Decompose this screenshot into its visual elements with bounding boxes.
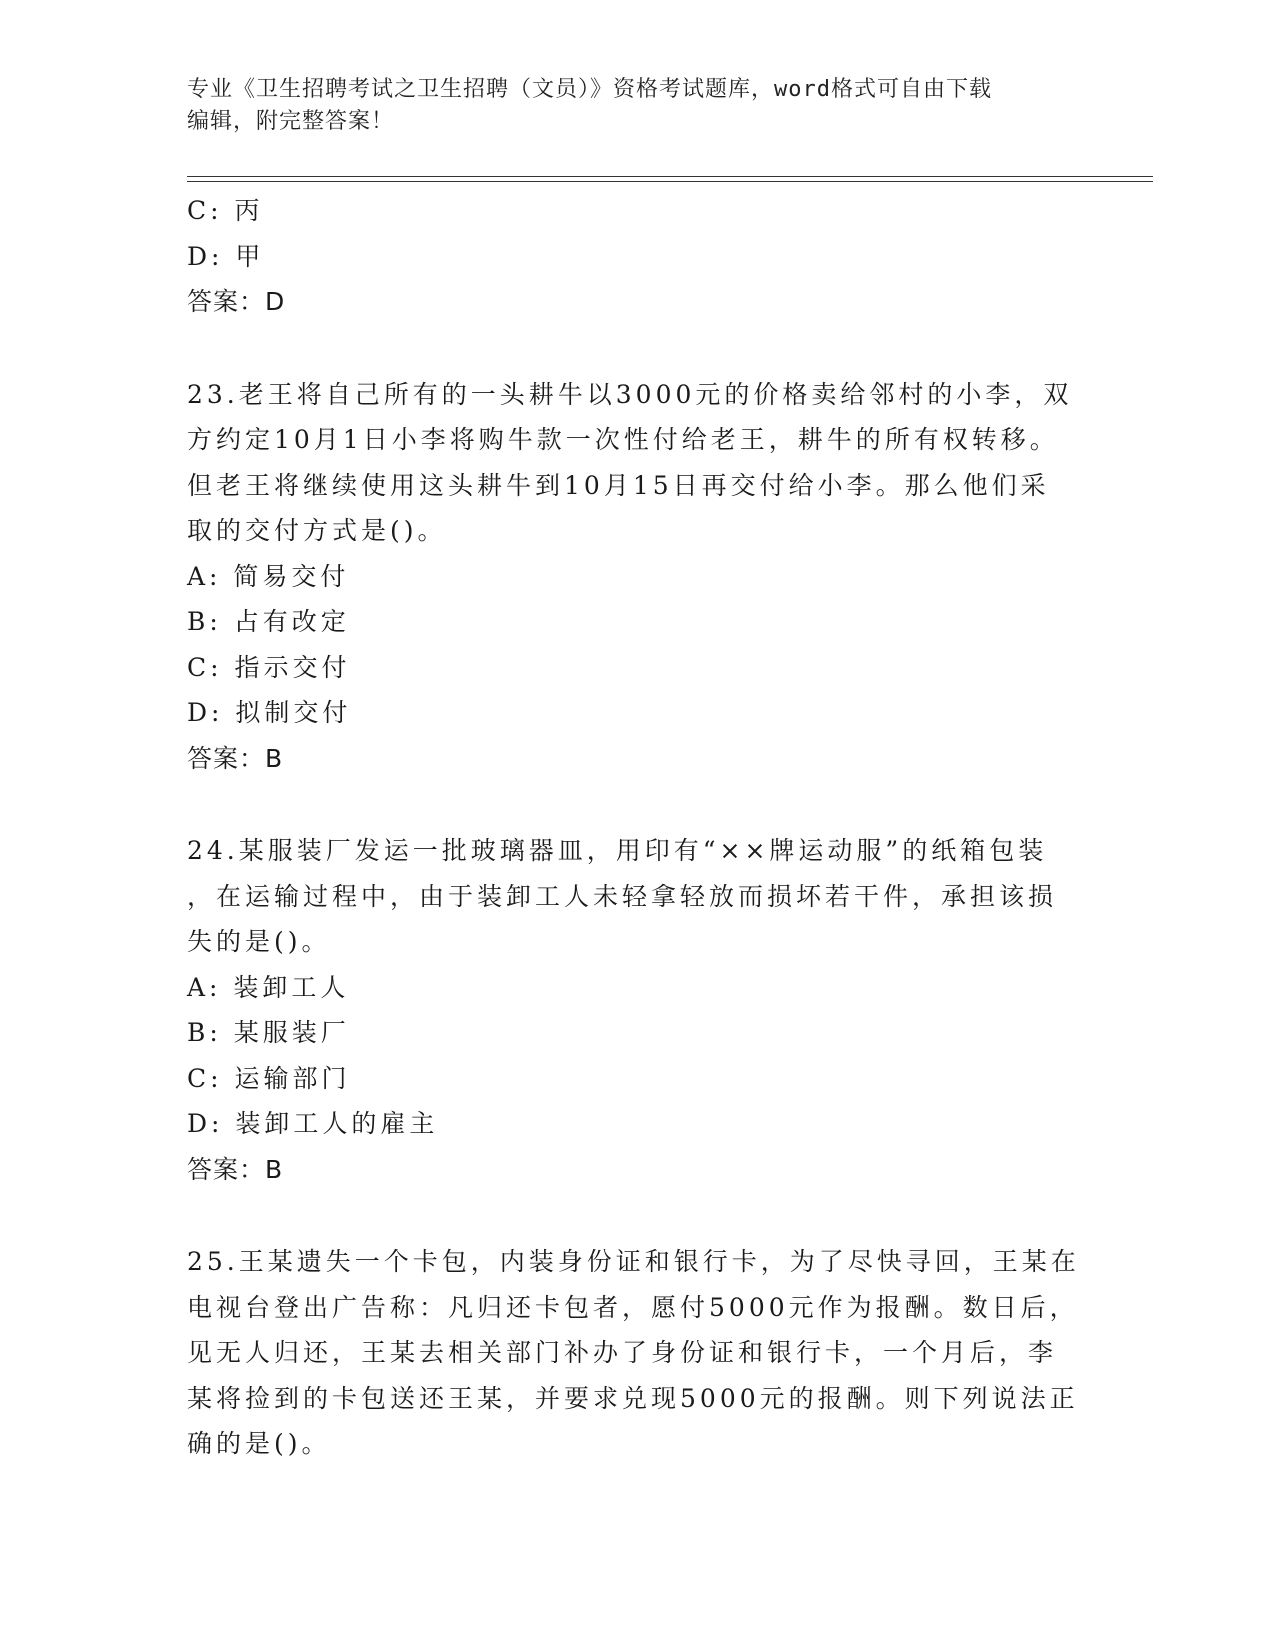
answer-line: 答案：B	[187, 743, 284, 773]
header-divider-bottom	[187, 181, 1153, 182]
question-stem-line: 取的交付方式是()。	[187, 516, 447, 545]
option-c: C: 丙	[187, 196, 264, 225]
question-stem-line: 23.老王将自己所有的一头耕牛以3000元的价格卖给邻村的小李，双	[187, 379, 1073, 409]
question-stem-line: 电视台登出广告称：凡归还卡包者，愿付5000元作为报酬。数日后，	[187, 1292, 1079, 1322]
header-line-1: 专业《卫生招聘考试之卫生招聘（文员）》资格考试题库，word格式可自由下载	[187, 77, 992, 102]
header-line-2: 编辑，附完整答案！	[187, 109, 395, 134]
question-stem-line: 某将捡到的卡包送还王某，并要求兑现5000元的报酬。则下列说法正	[187, 1383, 1079, 1413]
question-stem-line: 见无人归还，王某去相关部门补办了身份证和银行卡，一个月后，李	[187, 1338, 1058, 1367]
option-a: A: 简易交付	[187, 561, 350, 591]
question-stem-line: ，在运输过程中，由于装卸工人未轻拿轻放而损坏若干件，承担该损	[187, 881, 1058, 911]
question-stem-line: 25.王某遗失一个卡包，内装身份证和银行卡，为了尽快寻回，王某在	[187, 1247, 1080, 1276]
option-d: D: 拟制交付	[187, 698, 352, 727]
question-stem-line: 但老王将继续使用这头耕牛到10月15日再交付给小李。那么他们采	[187, 470, 1050, 500]
option-d: D: 甲	[187, 241, 265, 271]
option-b: B: 某服装厂	[187, 1018, 350, 1047]
answer-line: 答案：B	[187, 1154, 284, 1184]
option-a: A: 装卸工人	[187, 972, 350, 1002]
question-stem-line: 确的是()。	[187, 1429, 331, 1458]
answer-line: 答案：D	[187, 287, 286, 316]
option-c: C: 指示交付	[187, 652, 351, 682]
option-c: C: 运输部门	[187, 1063, 351, 1093]
option-d: D: 装卸工人的雇主	[187, 1109, 439, 1138]
header-divider-top	[187, 176, 1153, 177]
option-b: B: 占有改定	[187, 607, 350, 636]
question-stem-line: 方约定10月1日小李将购牛款一次性付给老王，耕牛的所有权转移。	[187, 425, 1059, 454]
question-24	[187, 828, 1077, 1192]
question-stem-line: 24.某服装厂发运一批玻璃器皿，用印有“××牌运动服”的纸箱包装	[187, 836, 1048, 865]
question-stem-line: 失的是()。	[187, 927, 331, 956]
question-25	[187, 1239, 1080, 1467]
document-header	[187, 74, 1067, 138]
question-content	[187, 188, 1080, 1467]
question-22-tail	[187, 188, 1077, 325]
question-23	[187, 372, 1077, 782]
